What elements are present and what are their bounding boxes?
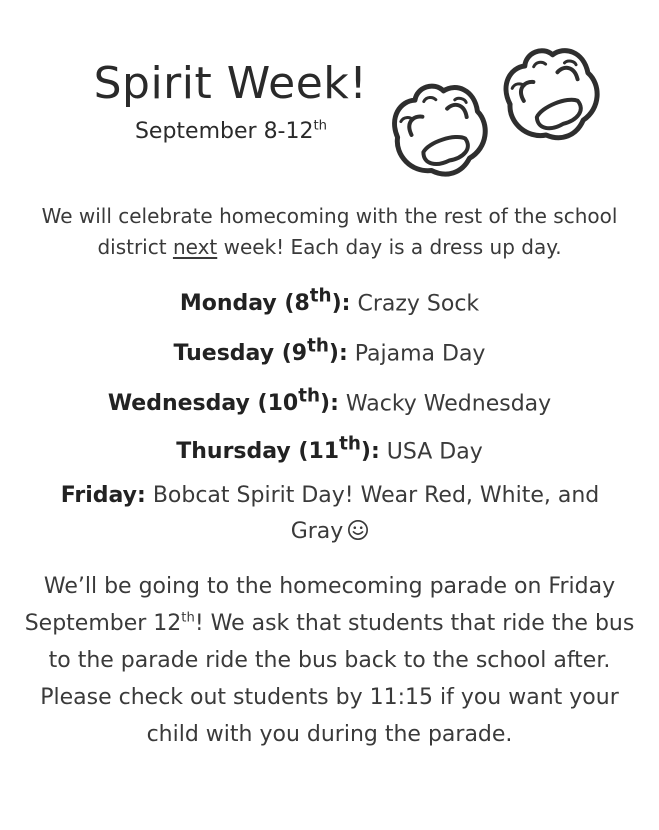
day-label-close: ):: [360, 439, 380, 465]
day-label-text: Thursday (11: [176, 439, 340, 465]
parade-text-part1: We’ll be going to the homecoming parade on Friday September 12: [24, 574, 616, 636]
intro-underlined-word: next: [172, 235, 218, 259]
day-theme: USA Day: [386, 439, 483, 465]
intro-text-after: week! Each day is a dress up day.: [217, 235, 562, 259]
schedule-item-friday: [50, 478, 610, 550]
event-dates-suffix: th: [313, 118, 328, 134]
paw-left-icon: [383, 73, 496, 186]
schedule-item-tuesday: [20, 330, 639, 371]
page-title: Spirit Week!: [93, 58, 368, 109]
day-label-text: Friday:: [60, 483, 146, 508]
day-label: [179, 286, 351, 317]
intro-paragraph: [28, 201, 631, 263]
day-label-suffix: th: [309, 286, 332, 307]
day-label-text: Monday (8: [179, 291, 310, 317]
day-label-text: Wednesday (10: [107, 391, 299, 417]
paw-prints-icon: [380, 34, 618, 194]
intro-text-before: We will celebrate homecoming with the rest of the school district: [41, 204, 618, 259]
day-label-suffix: th: [339, 434, 361, 455]
day-label-close: ):: [320, 391, 339, 417]
smiley-face-icon: [347, 519, 369, 541]
day-label: [107, 386, 339, 417]
schedule-item-monday: [20, 280, 639, 321]
event-dates: [96, 117, 366, 147]
parade-date-suffix: th: [181, 610, 195, 626]
day-theme: Bobcat Spirit Day! Wear Red, White, and Gray: [152, 483, 600, 544]
day-label-close: ):: [331, 291, 351, 317]
schedule-item-wednesday: [20, 380, 639, 421]
day-theme: Crazy Sock: [357, 291, 480, 317]
parade-text-part2: ! We ask that students that ride the bus to the parade ride the bus back to the school after. Please check out students by 11:15 if you want your child with you during the parade.: [40, 611, 635, 747]
day-label-close: ):: [328, 341, 348, 367]
parade-paragraph: [22, 568, 637, 753]
event-dates-text: September 8-12: [134, 119, 314, 144]
day-theme: Wacky Wednesday: [345, 391, 552, 417]
schedule-item-thursday: [20, 428, 639, 469]
day-theme: Pajama Day: [354, 341, 486, 367]
day-label: [61, 483, 146, 508]
day-label-suffix: th: [307, 336, 329, 357]
paw-right-icon: [493, 36, 610, 153]
day-label: [173, 336, 348, 367]
day-label: [176, 434, 380, 465]
day-label-text: Tuesday (9: [173, 341, 308, 367]
day-label-suffix: th: [298, 386, 321, 407]
